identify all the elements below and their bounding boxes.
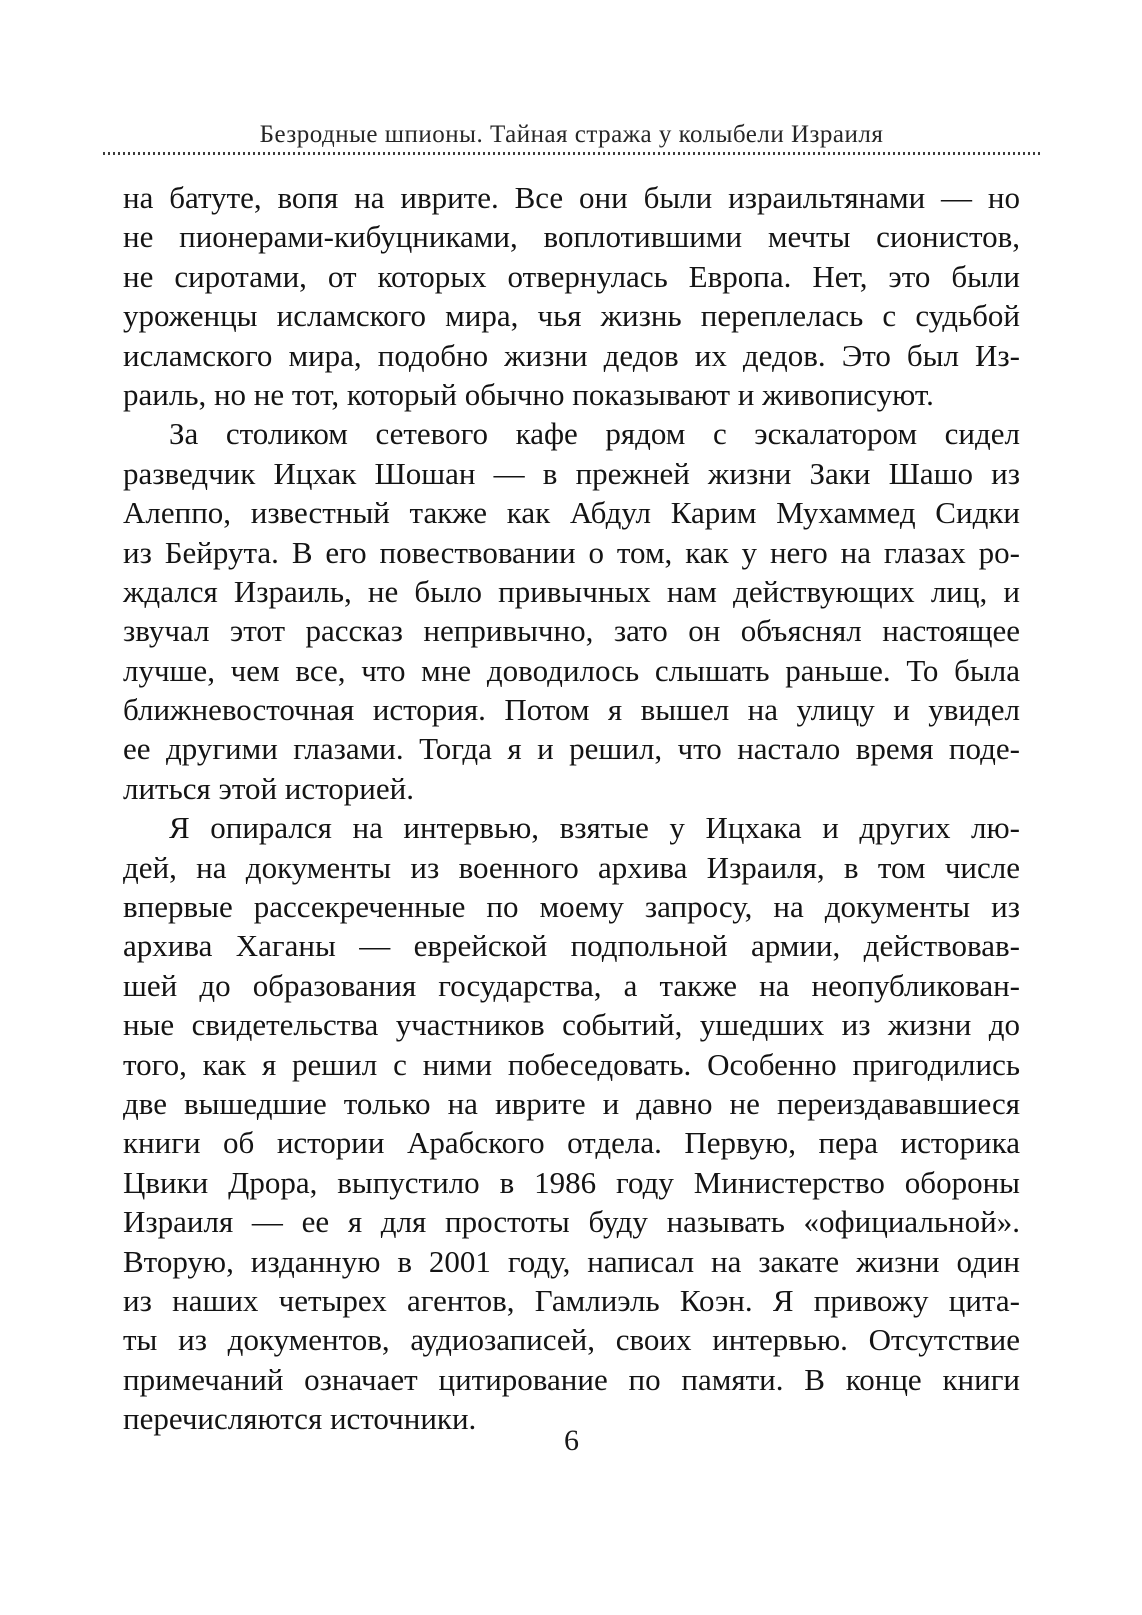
text-line: того, как я решил с ними побеседовать. Особенно пригодились xyxy=(123,1046,1020,1082)
text-line: ее другими глазами. Тогда я и решил, что настало время поде- xyxy=(123,731,1020,767)
text-line: примечаний означает цитирование по памяти. В конце книги xyxy=(123,1361,1020,1397)
running-header xyxy=(103,120,1040,150)
text-line: Цвики Дрора, выпустило в 1986 году Министерство обороны xyxy=(123,1164,1020,1200)
paragraph xyxy=(123,414,1020,808)
text-line: впервые рассекреченные по моему запросу, на документы из xyxy=(123,889,1020,925)
text-line: не сиротами, от которых отвернулась Европа. Нет, это были xyxy=(123,258,1020,294)
running-header-title: Безродные шпионы. Тайная стража у колыбели Израиля xyxy=(259,121,884,148)
text-line: из наших четырех агентов, Гамлиэль Коэн. Я привожу цита- xyxy=(123,1282,1020,1318)
paragraph xyxy=(123,178,1020,414)
text-line: исламского мира, подобно жизни дедов их дедов. Это был Из- xyxy=(123,337,1020,373)
text-line: ждался Израиль, не было привычных нам действующих лиц, и xyxy=(123,573,1020,609)
text-line: звучал этот рассказ непривычно, зато он объяснял настоящее xyxy=(123,613,1020,649)
text-line: Израиля — ее я для простоты буду называть «официальной». xyxy=(123,1204,1020,1240)
text-line: Алеппо, известный также как Абдул Карим Мухаммед Сидки xyxy=(123,495,1020,531)
text-line: из Бейрута. В его повествовании о том, как у него на глазах ро- xyxy=(123,534,1020,570)
text-line: на батуте, вопя на иврите. Все они были израильтянами — но xyxy=(123,180,1020,215)
text-line: перечисляются источники. xyxy=(123,1401,477,1437)
text-line: лучше, чем все, что мне доводилось слышать раньше. То была xyxy=(123,652,1020,688)
text-line: две вышедшие только на иврите и давно не переиздававшиеся xyxy=(123,1085,1020,1121)
page-number: 6 xyxy=(564,1424,579,1457)
text-line: Вторую, изданную в 2001 году, написал на закате жизни один xyxy=(123,1243,1020,1279)
text-line: ты из документов, аудиозаписей, своих интервью. Отсутствие xyxy=(123,1322,1020,1358)
text-line: литься этой историей. xyxy=(123,770,414,806)
text-line: ные свидетельства участников событий, ушедших из жизни до xyxy=(123,1007,1020,1043)
page-body xyxy=(123,178,1020,1439)
text-line: уроженцы исламского мира, чья жизнь переплелась с судьбой xyxy=(123,298,1020,334)
text-line: шей до образования государства, а также на неопубликован- xyxy=(123,967,1020,1003)
text-line: ближневосточная история. Потом я вышел на улицу и увидел xyxy=(123,692,1020,728)
text-line: раиль, но не тот, который обычно показывают и живописуют. xyxy=(123,376,934,412)
text-line: Я опирался на интервью, взятые у Ицхака и других лю- xyxy=(169,810,1020,846)
header-dotted-rule xyxy=(103,152,1041,155)
text-line: архива Хаганы — еврейской подпольной армии, действовав- xyxy=(123,928,1020,964)
text-line: разведчик Ицхак Шошан — в прежней жизни Заки Шашо из xyxy=(123,455,1020,491)
text-line: книги об истории Арабского отдела. Первую, пера историка xyxy=(123,1125,1020,1161)
paragraph xyxy=(123,808,1020,1438)
text-line: дей, на документы из военного архива Израиля, в том числе xyxy=(123,849,1020,885)
text-line: За столиком сетевого кафе рядом с эскалатором сидел xyxy=(169,416,1020,452)
text-line: не пионерами-кибуцниками, воплотившими мечты сионистов, xyxy=(123,219,1020,255)
